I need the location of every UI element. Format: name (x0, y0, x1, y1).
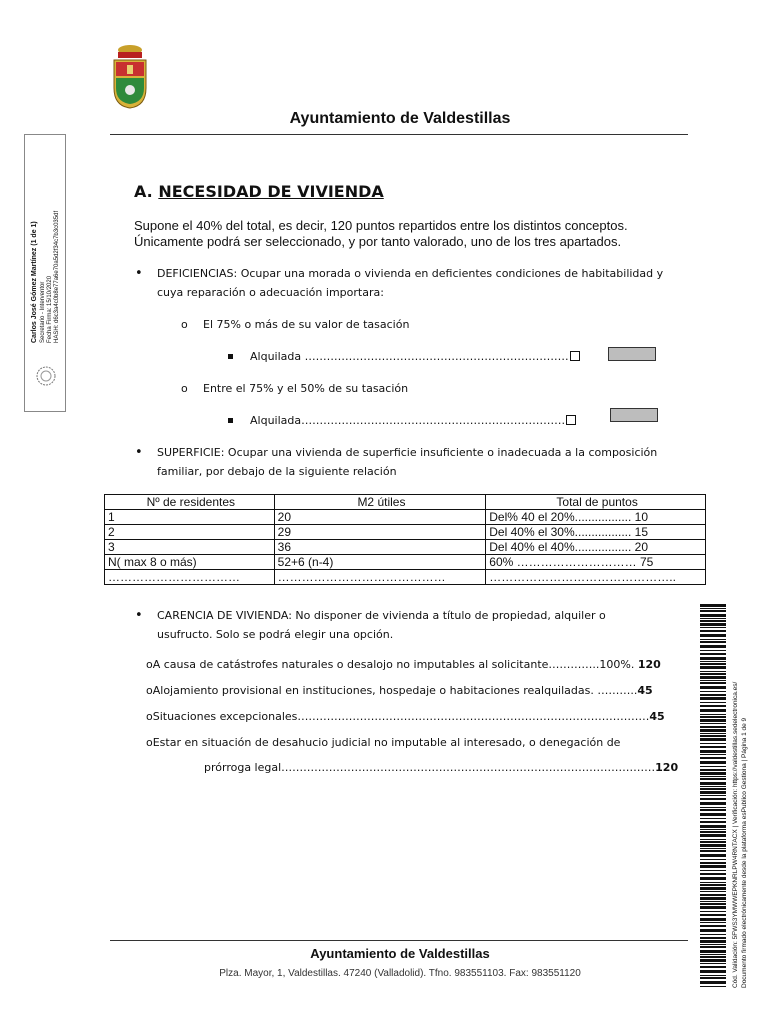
barcode-stripe (700, 834, 726, 837)
barcode-stripe (700, 729, 726, 732)
residents-table (104, 494, 706, 585)
barcode-stripe (700, 925, 726, 927)
barcode-stripe (700, 844, 726, 847)
section-title (134, 182, 384, 201)
option-text: Alojamiento provisional en instituciones, hospedaje o habitaciones realquiladas. ……….. (152, 684, 638, 697)
barcode-stripe (700, 850, 726, 852)
barcode-stripe (700, 894, 726, 896)
score-box-sub-2[interactable] (610, 408, 658, 422)
sub-2-item-label: Alquilada……………………………………………………………… (250, 414, 566, 427)
barcode-stripe (700, 788, 726, 790)
checkbox-sub-2[interactable] (566, 415, 576, 425)
barcode-stripe (700, 809, 726, 811)
barcode-stripe (700, 934, 726, 935)
table-cell: 2 (105, 525, 275, 540)
barcode-stripe (700, 831, 726, 833)
barcode-stripe (700, 650, 726, 651)
barcode-stripe (700, 802, 726, 805)
barcode-stripe (700, 782, 726, 785)
deficiencias-sub-1: El 75% o más de su valor de tasación (203, 318, 410, 331)
square-bullet-icon (228, 354, 233, 359)
table-header-cell: Nº de residentes (105, 495, 275, 510)
barcode-stripe (700, 865, 726, 868)
signature-hash: HASH: d6c3a4c0b8e77a6e70a5d2f34c7b3c035df (54, 210, 60, 343)
barcode-stripe (700, 821, 726, 823)
table-header-cell: M2 útiles (274, 495, 486, 510)
barcode-stripe (700, 903, 726, 905)
barcode-stripe (700, 825, 726, 828)
barcode-stripe (700, 798, 726, 800)
seal-icon (35, 365, 57, 387)
barcode-stripe (700, 702, 726, 703)
barcode-stripe (700, 709, 726, 712)
barcode-stripe (700, 639, 726, 640)
carencia-option-4-continuation (204, 761, 678, 775)
barcode-stripe (700, 604, 726, 607)
table-cell: …………………………… (105, 570, 275, 585)
barcode-stripe (700, 761, 726, 764)
signature-role: Secretario - Interventor (40, 281, 46, 343)
barcode-stripe (700, 634, 726, 637)
verification-line-2: Documento firmado electrónicamente desde la plataforma esPublico Gestiona | Página 1 de 9 (741, 717, 748, 988)
barcode-stripe (700, 981, 726, 984)
barcode-stripe (700, 944, 726, 945)
signature-box (24, 134, 66, 412)
barcode-stripe (700, 791, 726, 794)
barcode-stripe (700, 618, 726, 619)
barcode-stripe (700, 897, 726, 900)
barcode-stripe (700, 873, 726, 875)
barcode-stripe (700, 691, 726, 692)
barcode-stripe (700, 705, 726, 707)
circle-bullet-icon: o (181, 318, 188, 331)
option-text: A causa de catástrofes naturales o desalojo no imputables al solicitante…………..100%. (152, 658, 638, 671)
signature-date: Fecha Firma: 15/10/2020 (47, 275, 53, 343)
barcode-stripe (700, 666, 726, 669)
table-row (105, 540, 706, 555)
barcode-stripe (700, 682, 726, 684)
barcode-stripe (700, 743, 726, 744)
table-cell: Del 40% el 40%................. 20 (486, 540, 706, 555)
barcode-icon (700, 604, 726, 988)
header-title: Ayuntamiento de Valdestillas (289, 110, 511, 127)
barcode-stripe (700, 694, 726, 696)
barcode-stripe (700, 848, 726, 849)
table-header-cell: Total de puntos (486, 495, 706, 510)
carencia-line-1: • CARENCIA DE VIVIENDA: No disponer de vivienda a título de propiedad, alquiler o (157, 609, 606, 622)
barcode-stripe (700, 839, 726, 840)
barcode-stripe (700, 901, 726, 902)
barcode-stripe (700, 946, 726, 948)
barcode-stripe (700, 630, 726, 632)
table-row (105, 525, 706, 540)
barcode-stripe (700, 977, 726, 979)
barcode-stripe (700, 970, 726, 973)
barcode-stripe (700, 986, 726, 987)
deficiencias-sub-1-item (250, 347, 580, 366)
barcode-stripe (700, 608, 726, 609)
deficiencias-sub-2: Entre el 75% y el 50% de su tasación (203, 382, 409, 395)
section-intro (134, 218, 694, 250)
barcode-stripe (700, 661, 726, 662)
barcode-stripe (700, 862, 726, 864)
table-cell: 20 (274, 510, 486, 525)
barcode-stripe (700, 963, 726, 964)
table-row (105, 555, 706, 570)
deficiencias-line-1: • DEFICIENCIAS: Ocupar una morada o vivienda en deficientes condiciones de habitabilidad y (157, 267, 664, 280)
barcode-stripe (700, 627, 726, 628)
barcode-stripe (700, 795, 726, 796)
verification-line-1: Cód. Validación: 5FWS3YMWWEPKNRLPW4RNTACX | Verificación: https://valdestillas.sedelectronica.es/ (732, 681, 739, 988)
footer-title: Ayuntamiento de Valdestillas (310, 946, 490, 961)
barcode-stripe (700, 891, 726, 892)
barcode-stripe (700, 697, 726, 700)
barcode-stripe (700, 954, 726, 955)
footer-divider (110, 940, 688, 941)
table-cell: 60% ………………………… 75 (486, 555, 706, 570)
table-cell: ……………………………………….. (486, 570, 706, 585)
table-cell: Del 40% el 30%................. 15 (486, 525, 706, 540)
barcode-stripe (700, 818, 726, 819)
barcode-stripe (700, 778, 726, 780)
barcode-stripe (700, 754, 726, 755)
table-cell: 36 (274, 540, 486, 555)
barcode-stripe (700, 906, 726, 909)
barcode-stripe (700, 859, 726, 860)
table-cell: Del% 40 el 20%................. 10 (486, 510, 706, 525)
barcode-stripe (700, 807, 726, 808)
barcode-stripe (700, 956, 726, 958)
table-cell: 1 (105, 510, 275, 525)
table-row (105, 570, 706, 585)
superficie-line-1: • SUPERFICIE: Ocupar una vivienda de superficie insuficiente o inadecuada a la composición (157, 446, 658, 459)
header-divider (110, 134, 688, 135)
barcode-stripe (700, 887, 726, 890)
barcode-stripe (700, 966, 726, 968)
barcode-stripe (700, 950, 726, 953)
barcode-stripe (700, 929, 726, 932)
option-text: prórroga legal………………………………………………………………………………………… (204, 761, 656, 774)
barcode-stripe (700, 884, 726, 886)
section-letter: A. (134, 182, 153, 201)
circle-bullet-icon: o (181, 382, 188, 395)
barcode-stripe (700, 723, 726, 724)
option-points: 120 (637, 658, 661, 671)
barcode-stripe (700, 733, 726, 734)
superficie-line-2: familiar, por debajo de la siguiente relación (157, 465, 397, 478)
carencia-line-2: usufructo. Solo se podrá elegir una opción. (157, 628, 394, 641)
barcode-stripe (700, 671, 726, 672)
barcode-stripe (700, 645, 726, 648)
table-header-row (105, 495, 706, 510)
barcode-stripe (700, 776, 726, 777)
barcode-stripe (700, 813, 726, 816)
barcode-stripe (700, 772, 726, 775)
barcode-stripe (700, 653, 726, 655)
barcode-stripe (700, 623, 726, 626)
barcode-stripe (700, 663, 726, 665)
barcode-stripe (700, 937, 726, 939)
barcode-stripe (700, 757, 726, 759)
barcode-stripe (700, 610, 726, 612)
deficiencias-paragraph (157, 264, 697, 302)
barcode-stripe (700, 911, 726, 912)
table-cell: …………………………………… (274, 570, 486, 585)
barcode-stripe (700, 716, 726, 718)
table-cell: 3 (105, 540, 275, 555)
intro-line-1: Supone el 40% del total, es decir, 120 puntos repartidos entre los distintos conceptos. (134, 218, 628, 233)
barcode-stripe (700, 918, 726, 921)
footer-address: Plza. Mayor, 1, Valdestillas. 47240 (Valladolid). Tfno. 983551103. Fax: 983551120 (219, 968, 581, 979)
barcode-stripe (700, 735, 726, 737)
barcode-stripe (700, 680, 726, 681)
carencia-paragraph (157, 606, 677, 644)
carencia-option-3: oSituaciones excepcionales……………………………………………………………………………………45 (146, 710, 665, 723)
coat-of-arms-logo (110, 44, 150, 110)
barcode-stripe (700, 641, 726, 643)
carencia-option-2: oAlojamiento provisional en instituciones, hospedaje o habitaciones realquiladas. ………..45 (146, 684, 653, 697)
barcode-stripe (700, 686, 726, 689)
barcode-stripe (700, 750, 726, 753)
score-box-sub-1[interactable] (608, 347, 656, 361)
checkbox-sub-1[interactable] (570, 351, 580, 361)
deficiencias-sub-2-item (250, 411, 576, 430)
table-cell: N( max 8 o más) (105, 555, 275, 570)
barcode-stripe (700, 914, 726, 916)
barcode-stripe (700, 877, 726, 880)
signature-name: Carlos José Gómez Martínez (1 de 1) (31, 221, 38, 343)
barcode-stripe (700, 769, 726, 771)
barcode-stripe (700, 714, 726, 715)
option-points: 45 (649, 710, 665, 723)
barcode-stripe (700, 766, 726, 767)
carencia-option-1: oA causa de catástrofes naturales o desalojo no imputables al solicitante…………..100%. 120 (146, 658, 661, 671)
barcode-stripe (700, 959, 726, 962)
option-points: 45 (637, 684, 653, 697)
barcode-stripe (700, 676, 726, 679)
barcode-stripe (700, 738, 726, 741)
barcode-stripe (700, 726, 726, 728)
barcode-stripe (700, 854, 726, 857)
option-text: Estar en situación de desahucio judicial no imputable al interesado, o denegación de (152, 736, 621, 749)
barcode-stripe (700, 829, 726, 830)
barcode-stripe (700, 673, 726, 675)
option-points: 120 (655, 761, 679, 774)
table-row (105, 510, 706, 525)
barcode-stripe (700, 719, 726, 722)
table-cell: 29 (274, 525, 486, 540)
option-text: Situaciones excepcionales…………………………………………………………………………………… (152, 710, 650, 723)
barcode-stripe (700, 940, 726, 943)
barcode-stripe (700, 786, 726, 787)
barcode-stripe (700, 657, 726, 660)
square-bullet-icon (228, 418, 233, 423)
intro-line-2: Únicamente podrá ser seleccionado, y por tanto valorado, uno de los tres apartados. (134, 234, 622, 249)
superficie-paragraph (157, 443, 697, 481)
sub-1-item-label: Alquilada ……………………………………………………………… (250, 350, 569, 363)
carencia-option-4: oEstar en situación de desahucio judicial no imputable al interesado, o denegación de (146, 736, 621, 749)
barcode-stripe (700, 746, 726, 748)
barcode-stripe (700, 922, 726, 923)
barcode-stripe (700, 975, 726, 976)
barcode-stripe (700, 882, 726, 883)
deficiencias-line-2: cuya reparación o adecuación importara: (157, 286, 384, 299)
section-title-text: NECESIDAD DE VIVIENDA (158, 182, 384, 201)
barcode-stripe (700, 620, 726, 622)
barcode-stripe (700, 870, 726, 871)
barcode-stripe (700, 614, 726, 617)
barcode-stripe (700, 841, 726, 843)
table-cell: 52+6 (n-4) (274, 555, 486, 570)
